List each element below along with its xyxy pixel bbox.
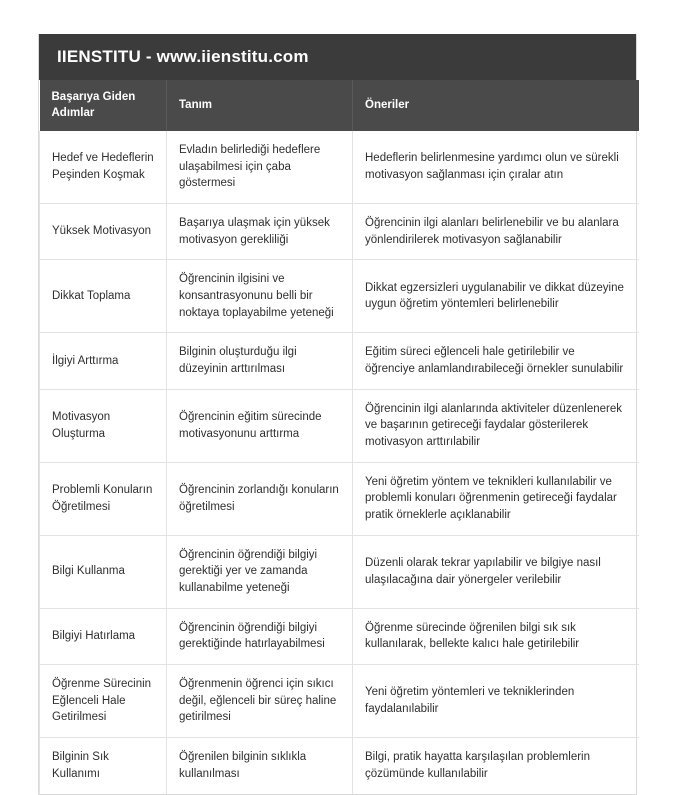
cell-step: Bilgi Kullanma: [40, 535, 167, 608]
table-row: [40, 204, 639, 260]
cell-definition: Öğrencinin öğrendiği bilgiyi gerektiği yer ve zamanda kullanabilme yeteneği: [167, 535, 353, 608]
cell-definition: Öğrenmenin öğrenci için sıkıcı değil, eğlenceli bir süreç haline getirilmesi: [167, 665, 353, 738]
cell-definition: Öğrenilen bilginin sıklıkla kullanılması: [167, 738, 353, 794]
table-row: [40, 535, 639, 608]
cell-definition: Öğrencinin öğrendiği bilgiyi gerektiğinde hatırlayabilmesi: [167, 608, 353, 664]
header-bar: [39, 34, 636, 80]
column-header-definition: Tanım: [167, 80, 353, 131]
cell-definition: Öğrencinin eğitim sürecinde motivasyonunu arttırma: [167, 389, 353, 462]
cell-definition: Başarıya ulaşmak için yüksek motivasyon gerekliliği: [167, 204, 353, 260]
content-card: [38, 34, 637, 795]
cell-suggestion: Öğrenme sürecinde öğrenilen bilgi sık sık kullanılarak, bellekte kalıcı hale getirilebilir: [353, 608, 639, 664]
column-header-steps: Başarıya Giden Adımlar: [40, 80, 167, 131]
table-row: [40, 462, 639, 535]
page-title: IIENSTITU - www.iienstitu.com: [57, 47, 309, 66]
cell-definition: Evladın belirlediği hedeflere ulaşabilmesi için çaba göstermesi: [167, 131, 353, 204]
table-row: [40, 333, 639, 389]
cell-definition: Öğrencinin zorlandığı konuların öğretilmesi: [167, 462, 353, 535]
table-row: [40, 608, 639, 664]
cell-definition: Öğrencinin ilgisini ve konsantrasyonunu belli bir noktaya toplayabilme yeteneği: [167, 260, 353, 333]
cell-suggestion: Yeni öğretim yöntem ve teknikleri kullanılabilir ve problemli konuları öğrenmenin getireceği faydalar pratik örneklerle açıklanabilir: [353, 462, 639, 535]
table-body: [40, 131, 639, 793]
cell-suggestion: Düzenli olarak tekrar yapılabilir ve bilgiye nasıl ulaşılacağına dair yönergeler verilebilir: [353, 535, 639, 608]
cell-suggestion: Öğrencinin ilgi alanları belirlenebilir ve bu alanlara yönlendirilerek motivasyon sağlanabilir: [353, 204, 639, 260]
cell-suggestion: Yeni öğretim yöntemleri ve tekniklerinden faydalanılabilir: [353, 665, 639, 738]
cell-step: Problemli Konuların Öğretilmesi: [40, 462, 167, 535]
cell-suggestion: Eğitim süreci eğlenceli hale getirilebilir ve öğrenciye anlamlandırabileceği örnekler sunulabilir: [353, 333, 639, 389]
cell-step: Yüksek Motivasyon: [40, 204, 167, 260]
cell-suggestion: Bilgi, pratik hayatta karşılaşılan problemlerin çözümünde kullanılabilir: [365, 751, 590, 780]
cell-step: İlgiyi Arttırma: [40, 333, 167, 389]
table-head: [40, 80, 639, 131]
cell-suggestion: Hedeflerin belirlenmesine yardımcı olun ve sürekli motivasyon sağlanması için çıralar atın: [353, 131, 639, 204]
column-header-suggestions: Öneriler: [353, 80, 639, 131]
cell-step: Öğrenme Sürecinin Eğlenceli Hale Getirilmesi: [40, 665, 167, 738]
cell-step: Bilginin Sık Kullanımı: [40, 738, 167, 794]
cell-suggestion: Dikkat egzersizleri uygulanabilir ve dikkat düzeyine uygun öğretim yöntemleri belirlenebilir: [353, 260, 639, 333]
table-row: [40, 131, 639, 204]
cell-step: Motivasyon Oluşturma: [40, 389, 167, 462]
table-row: [40, 665, 639, 738]
table-row: [40, 260, 639, 333]
cell-suggestion: Öğrencinin ilgi alanlarında aktiviteler düzenlenerek ve başarının getireceği faydalar gösterilerek motivasyon arttırılabilir: [353, 389, 639, 462]
table-row: [40, 389, 639, 462]
cell-step: Dikkat Toplama: [40, 260, 167, 333]
cell-definition: Bilginin oluşturduğu ilgi düzeyinin arttırılması: [167, 333, 353, 389]
cell-step: Hedef ve Hedeflerin Peşinden Koşmak: [40, 131, 167, 204]
success-steps-table: [39, 80, 639, 794]
table-header-row: [40, 80, 639, 131]
cell-step: Bilgiyi Hatırlama: [40, 608, 167, 664]
table-row: [40, 738, 639, 794]
